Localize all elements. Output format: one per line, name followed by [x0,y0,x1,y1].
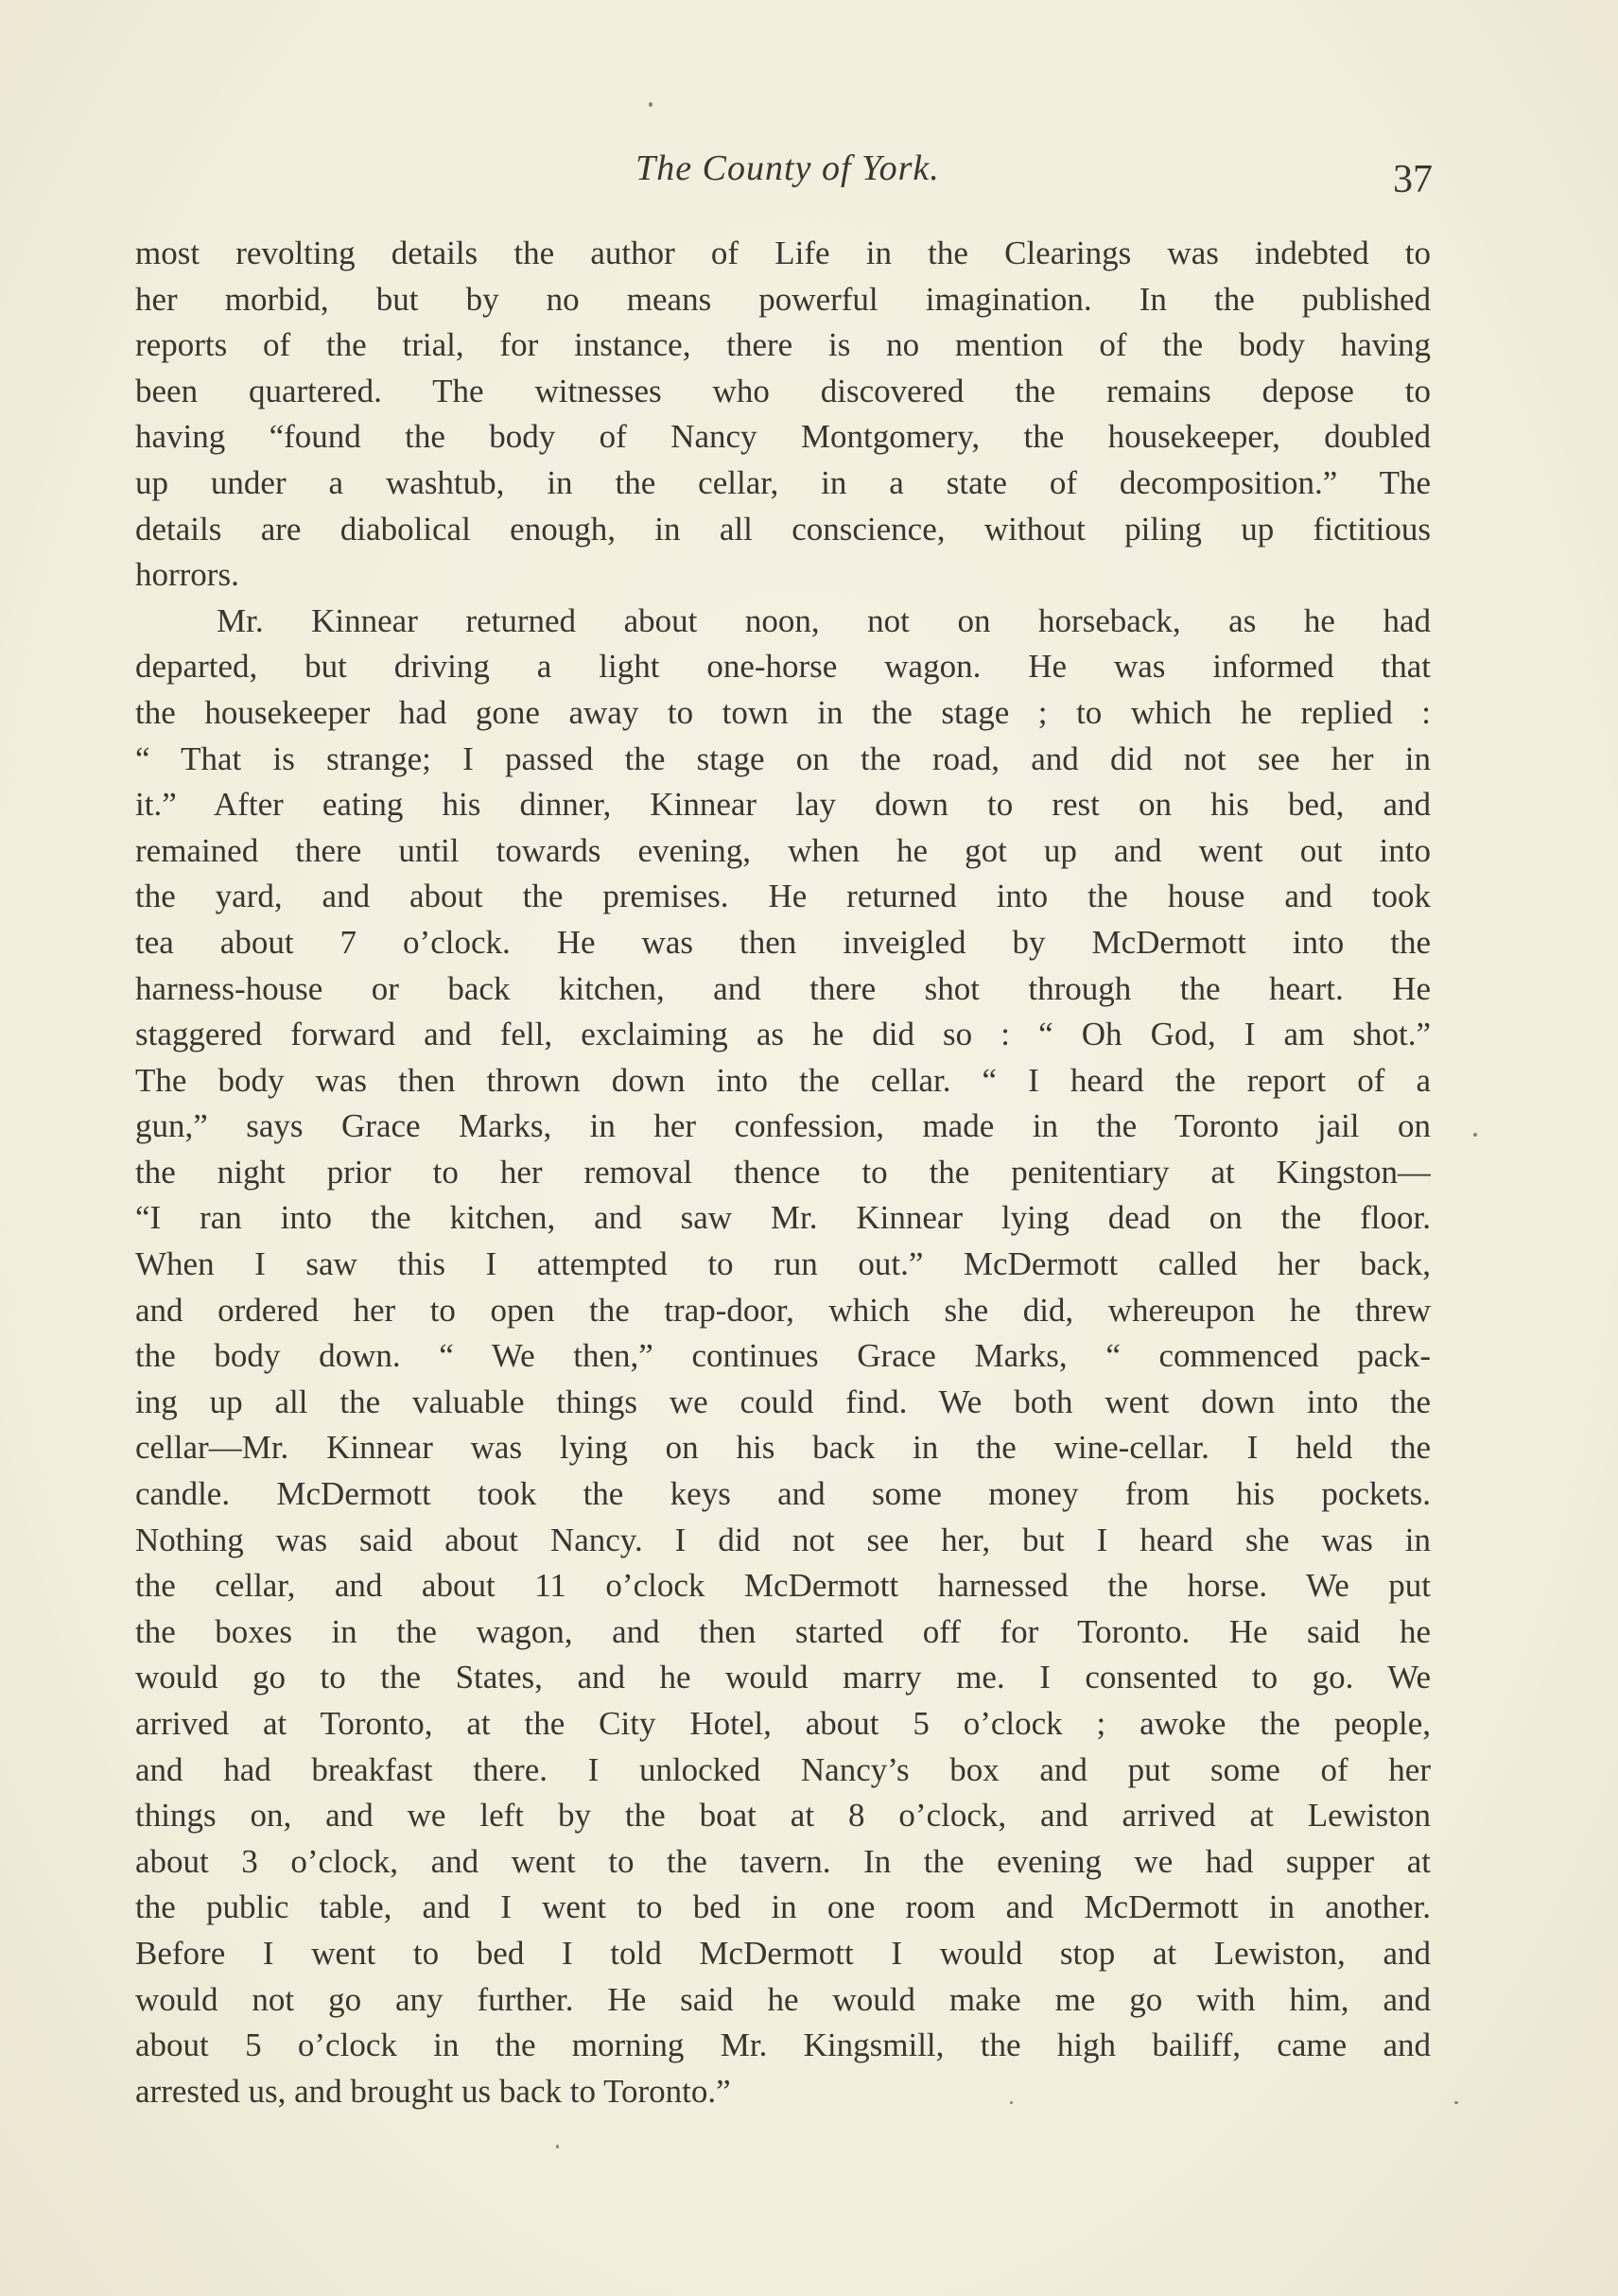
body-text [135,231,1431,2114]
text-line: about 3 o’clock, and went to the tavern. In the evening we had supper at [135,1842,1431,1880]
text-line: having “found the body of Nancy Montgomery, the housekeeper, doubled [135,418,1431,456]
text-line: the cellar, and about 11 o’clock McDermott harnessed the horse. We put [135,1567,1431,1605]
text-line: and ordered her to open the trap-door, which she did, whereupon he threw [135,1291,1431,1329]
text-line: harness-house or back kitchen, and there shot through the heart. He [135,969,1431,1007]
text-line: would go to the States, and he would marry me. I consented to go. We [135,1659,1431,1696]
text-line: cellar—Mr. Kinnear was lying on his back in the wine-cellar. I held the [135,1429,1431,1467]
text-line: up under a washtub, in the cellar, in a state of decomposition.” The [135,463,1431,501]
text-line: departed, but driving a light one-horse wagon. He was informed that [135,648,1431,686]
text-line: tea about 7 o’clock. He was then inveigled by McDermott into the [135,923,1431,961]
text-line: most revolting details the author of Life in the Clearings was indebted to [135,235,1431,271]
text-line: ing up all the valuable things we could find. We both went down into the [135,1383,1431,1420]
text-line: it.” After eating his dinner, Kinnear lay down to rest on his bed, and [135,786,1431,824]
text-line: “I ran into the kitchen, and saw Mr. Kinnear lying dead on the floor. [135,1199,1431,1237]
text-line: arrested us, and brought us back to Toronto.” [135,2072,731,2110]
page-header [135,144,1440,200]
text-line: things on, and we left by the boat at 8 o’clock, and arrived at Lewiston [135,1797,1431,1835]
text-line: the boxes in the wagon, and then started off for Toronto. He said he [135,1612,1431,1650]
text-line: candle. McDermott took the keys and some money from his pockets. [135,1475,1431,1513]
text-line: Mr. Kinnear returned about noon, not on horseback, as he had [217,601,1431,639]
text-line: reports of the trial, for instance, there is no mention of the body having [135,326,1431,364]
paper-speck [1454,2101,1458,2104]
text-line: Before I went to bed I told McDermott I would stop at Lewiston, and [135,1934,1431,1972]
text-line: would not go any further. He said he would make me go with him, and [135,1980,1431,2018]
text-line: and had breakfast there. I unlocked Nancy’s box and put some of her [135,1750,1431,1788]
page-number: 37 [1393,158,1433,201]
text-line: details are diabolical enough, in all conscience, without piling up fictitious [135,510,1431,548]
paper-speck [1473,1133,1477,1137]
text-line: arrived at Toronto, at the City Hotel, about 5 o’clock ; awoke the people, [135,1705,1431,1742]
text-line: “ That is strange; I passed the stage on the road, and did not see her in [135,739,1431,777]
text-line: about 5 o’clock in the morning Mr. Kingsmill, the high bailiff, came and [135,2026,1431,2064]
text-line: The body was then thrown down into the cellar. “ I heard the report of a [135,1061,1431,1099]
text-line: When I saw this I attempted to run out.” McDermott called her back, [135,1245,1431,1283]
text-line: her morbid, but by no means powerful imagination. In the published [135,280,1431,318]
text-line: the housekeeper had gone away to town in the stage ; to which he replied : [135,693,1431,731]
text-line: been quartered. The witnesses who discovered the remains depose to [135,372,1431,409]
running-title: The County of York. [635,148,940,188]
paper-speck [649,102,652,107]
text-line: gun,” says Grace Marks, in her confession, made in the Toronto jail on [135,1107,1431,1145]
text-line: the night prior to her removal thence to the penitentiary at Kingston— [135,1153,1431,1191]
text-line: staggered forward and fell, exclaiming as he did so : “ Oh God, I am shot.” [135,1016,1431,1053]
text-line: the yard, and about the premises. He returned into the house and took [135,878,1431,915]
text-line: horrors. [135,556,239,594]
paper-speck [556,2145,559,2148]
text-line: Nothing was said about Nancy. I did not see her, but I heard she was in [135,1521,1431,1558]
text-line: the body down. “ We then,” continues Grace Marks, “ commenced pack- [135,1337,1431,1375]
text-line: the public table, and I went to bed in one room and McDermott in another. [135,1888,1431,1926]
text-line: remained there until towards evening, when he got up and went out into [135,831,1431,869]
